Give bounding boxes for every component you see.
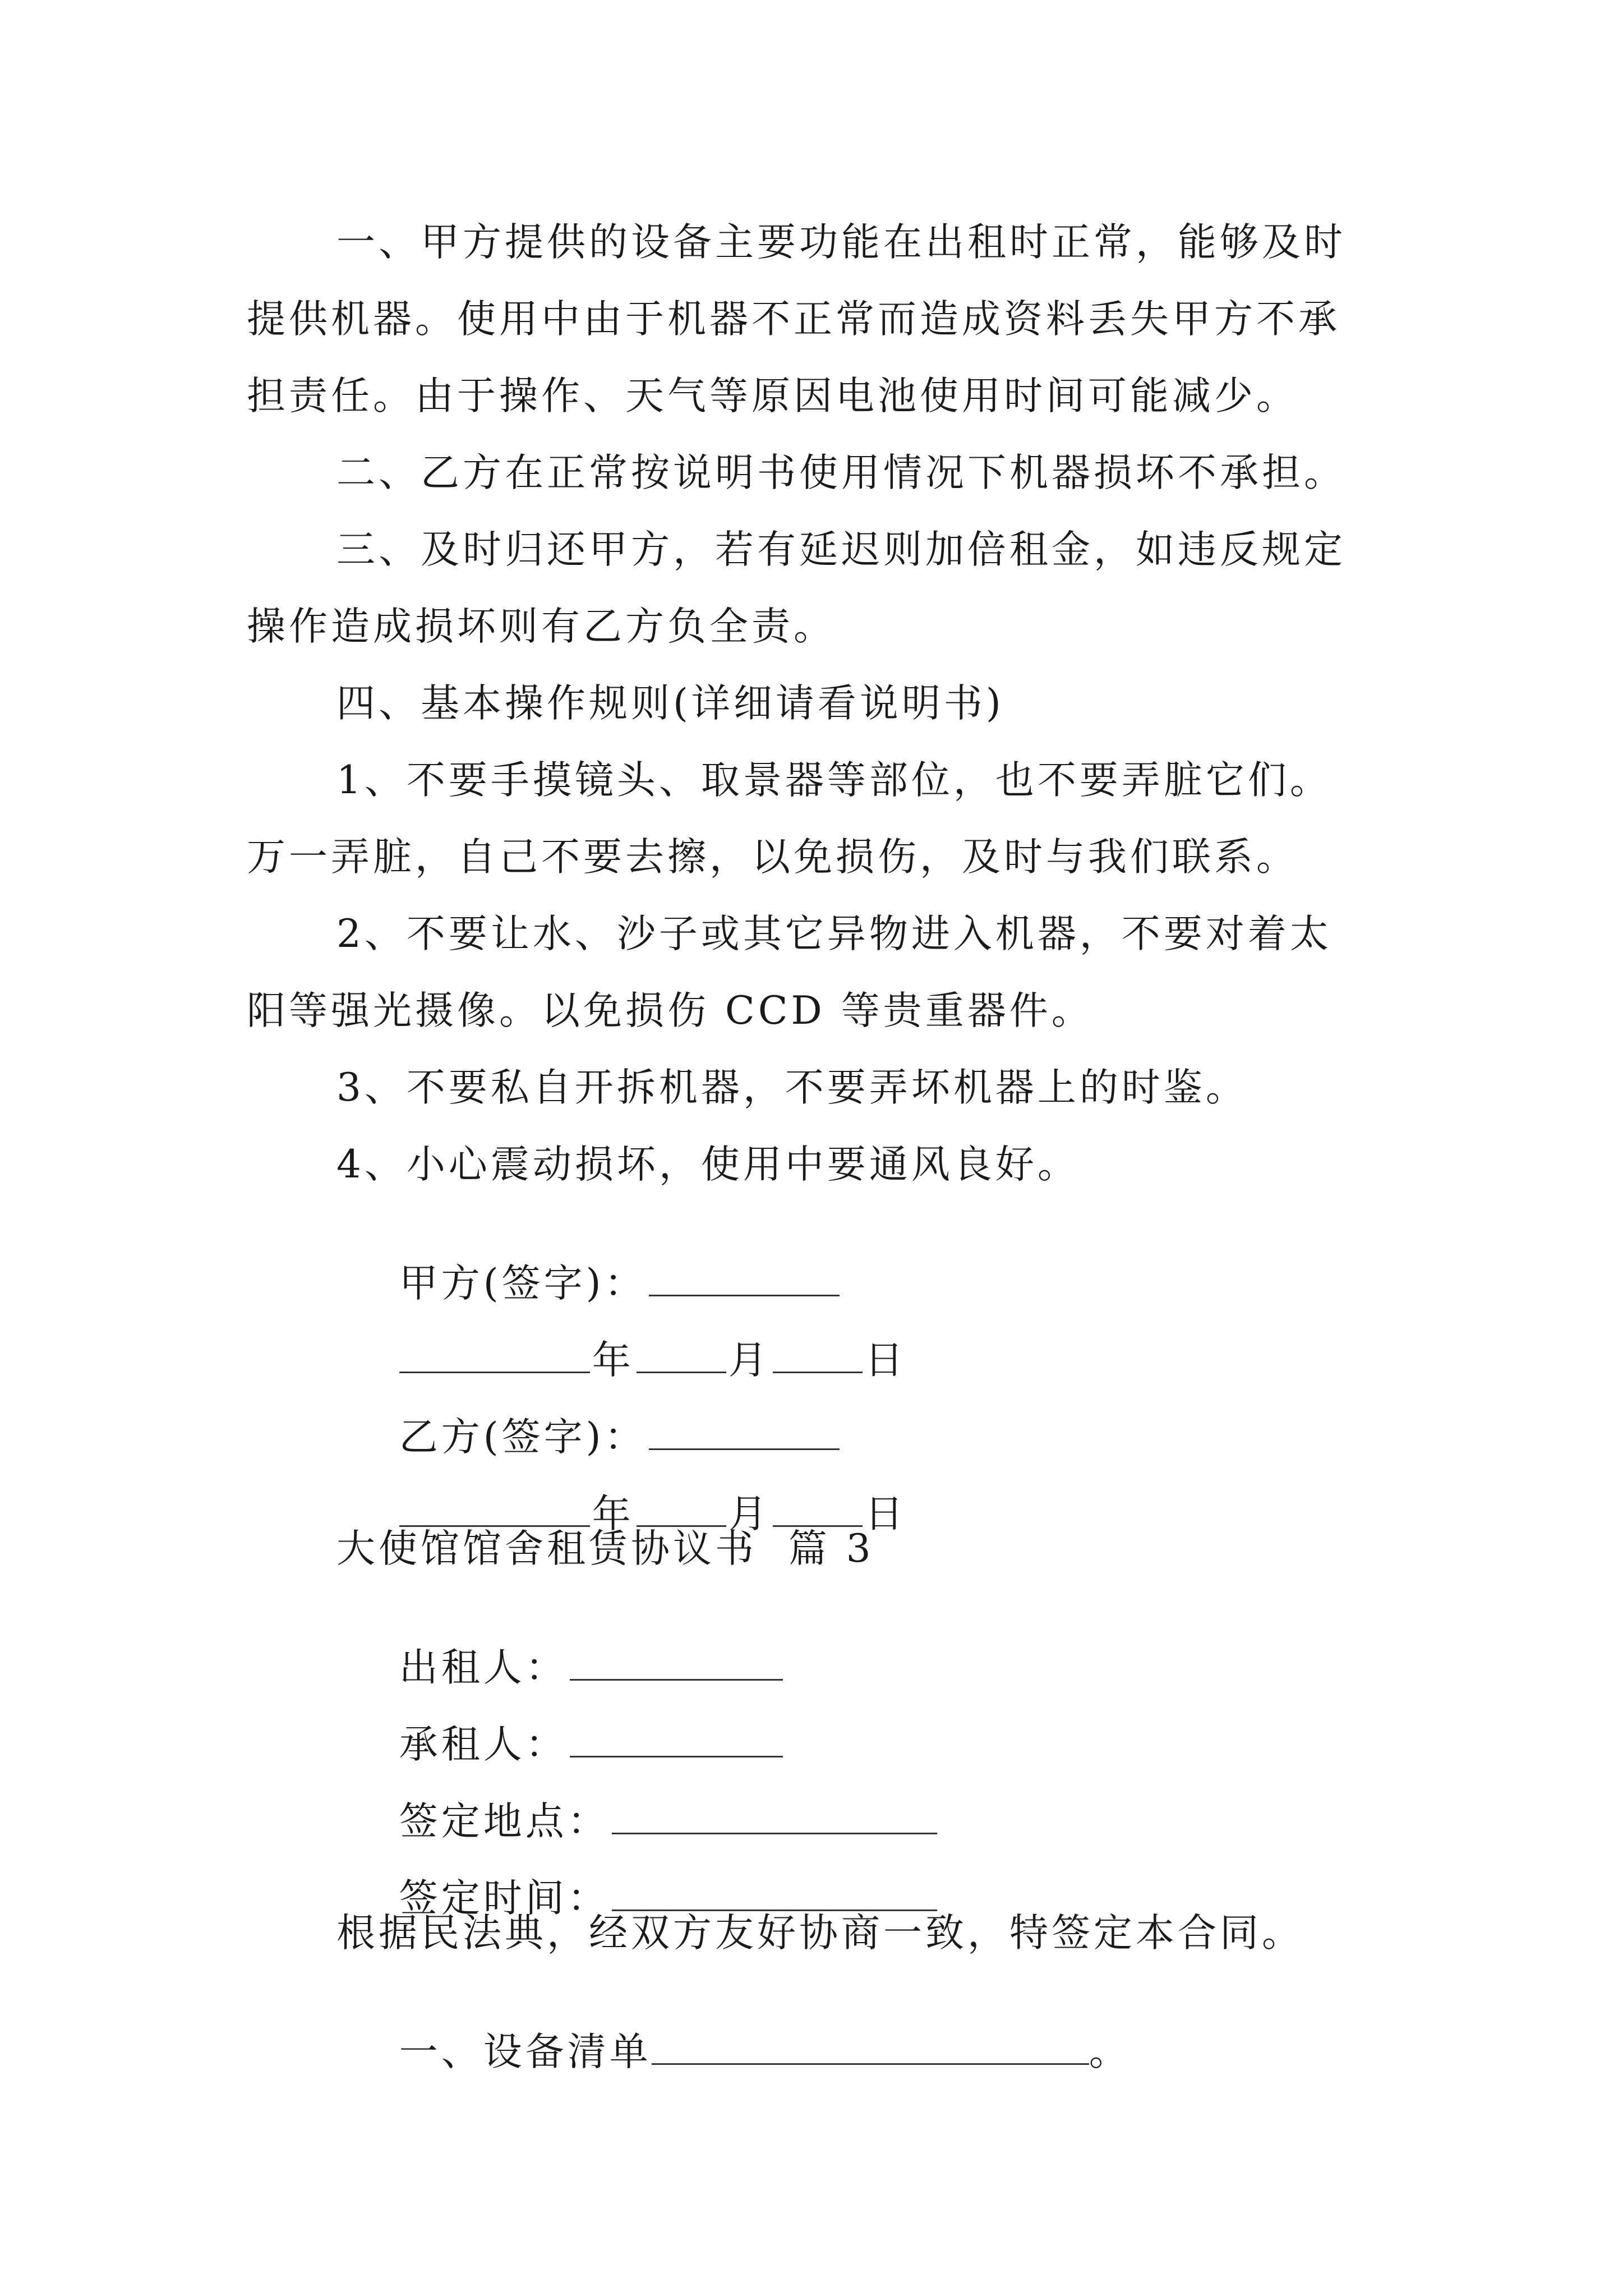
equipment-list-line <box>336 1991 1131 2110</box>
party-b-year-blank[interactable] <box>399 1492 590 1527</box>
clause-1-line-1: 一、甲方提供的设备主要功能在出租时正常，能够及时 <box>336 220 1346 265</box>
sign-time-label: 签定时间： <box>399 1876 610 1921</box>
rule-3: 3、不要私自开拆机器，不要弄坏机器上的时鉴。 <box>336 1065 1248 1110</box>
rule-1-line-2: 万一弄脏，自己不要去擦，以免损伤，及时与我们联系。 <box>247 835 1298 880</box>
basis-statement: 根据民法典，经双方友好协商一致，特签定本合同。 <box>336 1911 1304 1955</box>
clause-4-heading: 四、基本操作规则(详细请看说明书) <box>336 681 1004 726</box>
month-label: 月 <box>728 1492 771 1536</box>
equipment-list-label: 一、设备清单 <box>399 2030 652 2074</box>
sign-place-label: 签定地点： <box>399 1799 610 1844</box>
clause-1-line-3: 担责任。由于操作、天气等原因电池使用时间可能减少。 <box>247 374 1298 418</box>
rule-1-line-1: 1、不要手摸镜头、取景器等部位，也不要弄脏它们。 <box>336 758 1332 803</box>
period-mark: 。 <box>1089 2030 1131 2074</box>
month-label: 月 <box>728 1338 771 1383</box>
party-a-year-blank[interactable] <box>399 1338 590 1373</box>
party-b-signature-blank[interactable] <box>649 1415 840 1450</box>
party-a-signature-label: 甲方(签字)： <box>399 1261 647 1306</box>
clause-3-line-1: 三、及时归还甲方，若有延迟则加倍租金，如违反规定 <box>336 527 1346 572</box>
clause-3-line-2: 操作造成损坏则有乙方负全责。 <box>247 604 836 649</box>
section-title: 大使馆馆舍租赁协议书 篇 3 <box>336 1526 874 1571</box>
party-a-month-blank[interactable] <box>637 1338 726 1373</box>
lessor-blank[interactable] <box>570 1645 783 1681</box>
clause-1-line-2: 提供机器。使用中由于机器不正常而造成资料丢失甲方不承 <box>247 297 1340 342</box>
party-b-day-blank[interactable] <box>773 1492 863 1527</box>
lessee-label: 承租人： <box>399 1722 568 1767</box>
lessor-label: 出租人： <box>399 1645 568 1690</box>
rule-4: 4、小心震动损坏，使用中要通风良好。 <box>336 1142 1080 1187</box>
equipment-list-blank[interactable] <box>652 2030 1089 2065</box>
year-label: 年 <box>592 1492 634 1536</box>
sign-place-blank[interactable] <box>612 1799 937 1834</box>
party-b-month-blank[interactable] <box>637 1492 726 1527</box>
lessee-blank[interactable] <box>570 1722 783 1757</box>
day-label: 日 <box>864 1492 907 1536</box>
rule-2-line-1: 2、不要让水、沙子或其它异物进入机器，不要对着太 <box>336 912 1332 956</box>
rule-2-line-2: 阳等强光摄像。以免损伤 CCD 等贵重器件。 <box>247 988 1094 1033</box>
party-a-signature-blank[interactable] <box>649 1261 840 1296</box>
year-label: 年 <box>592 1338 634 1383</box>
sign-time-blank[interactable] <box>612 1876 937 1911</box>
clause-2: 二、乙方在正常按说明书使用情况下机器损坏不承担。 <box>336 450 1346 495</box>
party-a-day-blank[interactable] <box>773 1338 863 1373</box>
day-label: 日 <box>864 1338 907 1383</box>
party-b-signature-label: 乙方(签字)： <box>399 1415 647 1460</box>
